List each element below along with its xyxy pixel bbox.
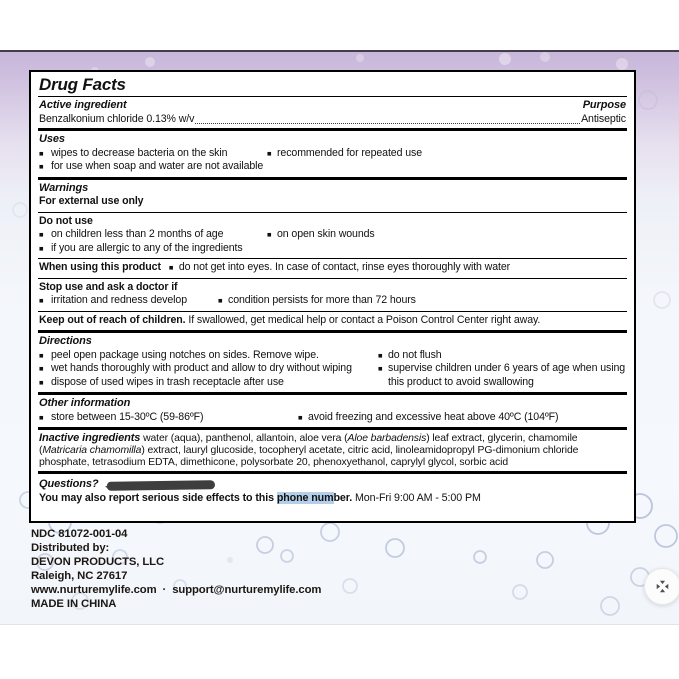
bullet-icon: ■ xyxy=(298,412,303,422)
bullet-icon: ■ xyxy=(218,296,223,305)
report-text-bold: ber. xyxy=(333,491,353,504)
do-not-use-bullet xyxy=(267,228,626,242)
uses-bullet xyxy=(39,147,267,161)
bullet-icon: ■ xyxy=(39,296,44,305)
stop-use-bullet xyxy=(39,294,218,308)
collapse-arrows-icon xyxy=(655,579,670,594)
directions-text: wet hands thoroughly with product and allow to dry without wiping xyxy=(51,362,352,374)
bullet-icon: ■ xyxy=(39,230,44,239)
company-name: DEVON PRODUCTS, LLC xyxy=(31,555,165,568)
do-not-use-text: on open skin wounds xyxy=(277,228,375,240)
external-use-text: For external use only xyxy=(39,195,144,207)
inactive-text: water (aqua), panthenol, allantoin, aloe vera ( xyxy=(140,433,348,444)
other-info-bullet xyxy=(298,411,626,425)
bullet-icon: ■ xyxy=(39,243,44,253)
bullet-icon: ■ xyxy=(39,412,44,422)
drug-facts-panel xyxy=(29,70,636,523)
directions-text: peel open package using notches on sides. Remove wipe. xyxy=(51,348,319,361)
other-info-text: avoid freezing and excessive heat above 40ºC (104ºF) xyxy=(308,410,559,423)
redacted-phone-scribble xyxy=(106,480,214,491)
uses-text: wipes to decrease bacteria on the skin xyxy=(51,146,228,159)
bullet-icon: ■ xyxy=(168,263,174,272)
questions-section xyxy=(38,474,627,508)
inactive-ingredients-heading: Inactive ingredients xyxy=(39,432,141,444)
directions-section xyxy=(38,333,627,392)
bullet-icon: ■ xyxy=(267,230,272,239)
inactive-ingredients-section xyxy=(38,430,627,471)
uses-text: for use when soap and water are not available xyxy=(51,160,264,172)
bullet-icon: ■ xyxy=(267,148,272,158)
other-information-section xyxy=(38,395,627,427)
uses-heading: Uses xyxy=(39,133,65,145)
directions-heading: Directions xyxy=(39,335,92,347)
report-side-effects-line xyxy=(39,492,626,506)
active-ingredient-heading: Active ingredient xyxy=(39,99,127,111)
do-not-use-text: if you are allergic to any of the ingredients xyxy=(51,241,243,254)
website-url: www.nurturemylife.com xyxy=(31,583,157,596)
uses-bullet xyxy=(39,160,267,174)
bullet-icon: ■ xyxy=(378,350,383,360)
keep-out-bold: Keep out of reach of children. xyxy=(39,313,186,326)
do-not-use-bullet xyxy=(39,242,267,256)
directions-bullet xyxy=(39,376,378,390)
directions-bullet xyxy=(378,362,626,389)
bullet-icon: ■ xyxy=(39,148,44,158)
report-text-highlighted: phone num xyxy=(276,491,334,504)
uses-bullet xyxy=(267,147,626,161)
warnings-heading: Warnings xyxy=(39,181,89,194)
stop-use-bullet xyxy=(218,294,626,308)
do-not-use-text: on children less than 2 months of age xyxy=(51,228,224,240)
keep-out-section xyxy=(38,312,627,331)
stop-use-heading: Stop use and ask a doctor if xyxy=(39,280,178,293)
drug-facts-title: Drug Facts xyxy=(38,72,627,97)
inactive-text: ) extract, lauryl glucoside, tocopheryl acetate, citric acid, linoleamidopropyl PG-dimonium chloride phosphate, tetrasodium EDTA, dimethicone, polysorbate 20, phenoxyethanol, caprylyl glycol, sorbic acid xyxy=(39,444,579,468)
inactive-botanical-name: Matricaria chamomilla xyxy=(42,444,142,456)
directions-bullet xyxy=(39,362,378,376)
company-city: Raleigh, NC 27617 xyxy=(31,569,128,582)
do-not-use-bullet xyxy=(39,228,267,242)
purpose-heading: Purpose xyxy=(582,99,626,111)
active-ingredient-header-row xyxy=(38,97,627,113)
inactive-text: ) leaf extract, glycerin, chamomile ( xyxy=(39,433,578,456)
report-hours-text: Mon-Fri 9:00 AM - 5:00 PM xyxy=(352,491,481,504)
when-using-text: do not get into eyes. In case of contact, rinse eyes thoroughly with water xyxy=(178,261,511,273)
dotted-leader xyxy=(195,123,580,124)
directions-text: do not flush xyxy=(388,348,442,361)
purpose-value: Antiseptic xyxy=(581,112,626,125)
image-collapse-button[interactable] xyxy=(644,568,679,605)
distributor-info-block xyxy=(31,528,321,611)
bullet-icon: ■ xyxy=(378,364,383,373)
bullet-icon: ■ xyxy=(39,350,44,360)
made-in-text: MADE IN CHINA xyxy=(31,597,117,610)
uses-text: recommended for repeated use xyxy=(277,146,423,159)
keep-out-rest: If swallowed, get medical help or contact a Poison Control Center right away. xyxy=(185,313,541,326)
when-using-heading: When using this product xyxy=(39,261,161,273)
dot-separator: · xyxy=(162,583,167,596)
inactive-ingredients-paragraph xyxy=(39,432,626,468)
when-using-section xyxy=(38,259,627,278)
directions-text: dispose of used wipes in trash receptacle after use xyxy=(51,375,284,388)
directions-bullet xyxy=(378,349,626,363)
directions-bullet xyxy=(39,349,378,363)
active-ingredient-row xyxy=(38,113,627,129)
active-ingredient-name: Benzalkonium chloride 0.13% w/v xyxy=(39,112,195,125)
directions-text: supervise children under 6 years of age when using this product to avoid swallowing xyxy=(388,362,626,388)
other-info-bullet xyxy=(39,411,298,425)
bullet-icon: ■ xyxy=(39,377,44,387)
distributed-by-label: Distributed by: xyxy=(31,541,110,554)
stop-use-text: condition persists for more than 72 hours xyxy=(228,294,416,306)
warnings-section xyxy=(38,180,627,212)
other-information-heading: Other information xyxy=(39,397,131,409)
do-not-use-heading: Do not use xyxy=(39,214,93,227)
bullet-icon: ■ xyxy=(39,162,44,171)
bullet-icon: ■ xyxy=(39,364,44,373)
other-info-text: store between 15-30ºC (59-86ºF) xyxy=(51,410,204,423)
do-not-use-section xyxy=(38,213,627,259)
inactive-botanical-name: Aloe barbadensis xyxy=(347,433,427,444)
uses-section xyxy=(38,131,627,177)
stop-use-section xyxy=(38,279,627,311)
stop-use-text: irritation and redness develop xyxy=(51,294,187,306)
ndc-code: NDC 81072-001-04 xyxy=(31,528,128,540)
report-text-bold: You may also report serious side effects to this xyxy=(39,491,277,504)
support-email: support@nurturemylife.com xyxy=(172,583,322,596)
questions-heading: Questions? xyxy=(39,478,99,491)
